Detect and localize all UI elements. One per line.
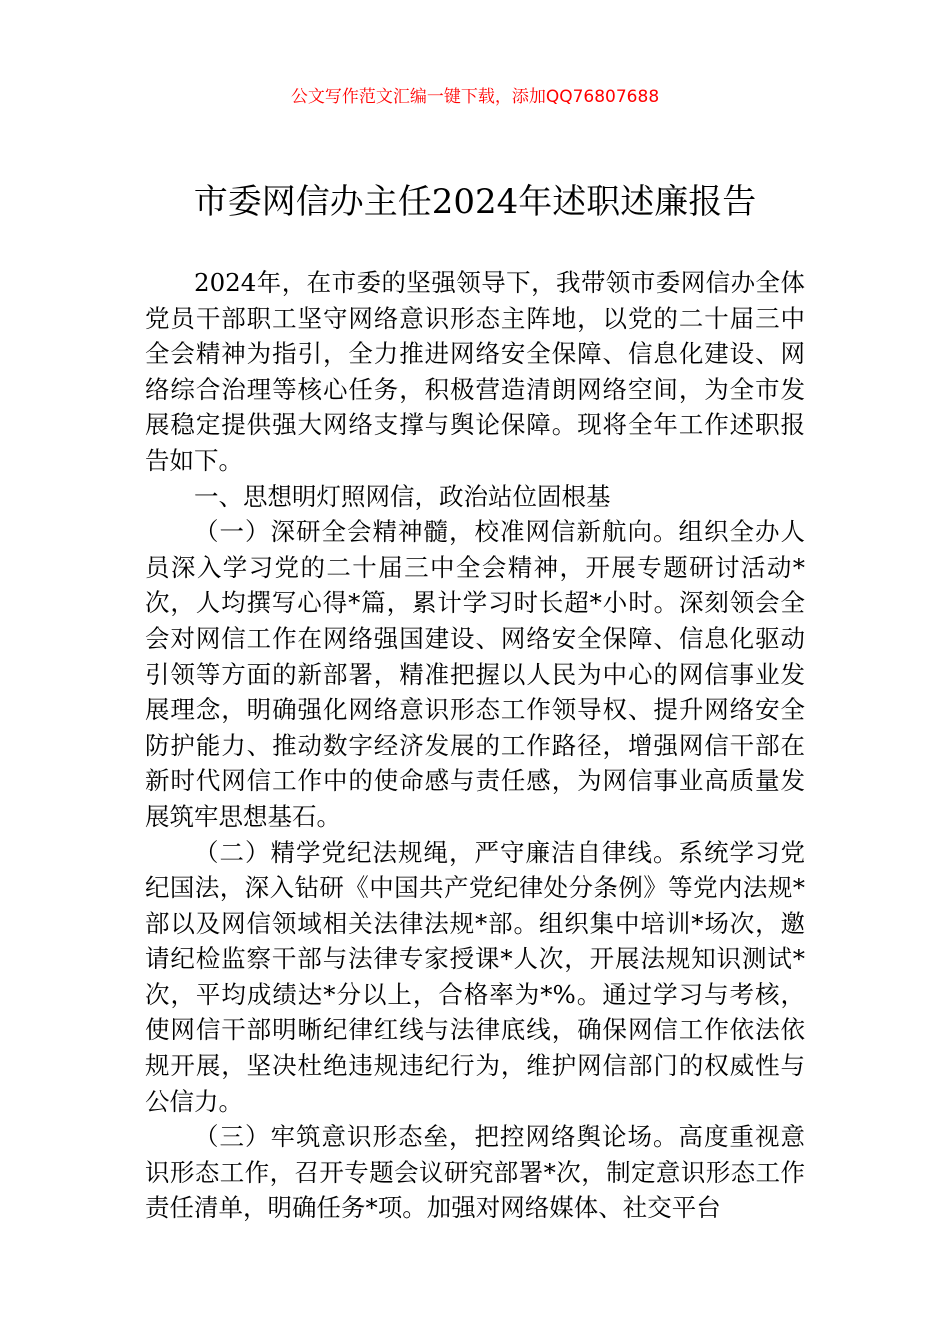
watermark-banner: 公文写作范文汇编一键下载，添加QQ76807688 <box>290 87 660 107</box>
subsection-paragraph-1: （一）深研全会精神髓，校准网信新航向。组织全办人员深入学习党的二十届三中全会精神，开展专题研讨活动*次，人均撰写心得*篇，累计学习时长超*小时。深刻领会全会对网信工作在网络强国建设、网络安全保障、信息化驱动引领等方面的新部署，精准把握以人民为中心的网信事业发展理念，明确强化网络意识形态工作领导权、提升网络安全防护能力、推动数字经济发展的工作路径，增强网信干部在新时代网信工作中的使命感与责任感，为网信事业高质量发展筑牢思想基石。 <box>145 517 805 831</box>
section-heading-1: 一、思想明灯照网信，政治站位固根基 <box>194 481 611 511</box>
document-title: 市委网信办主任2024年述职述廉报告 <box>193 182 757 222</box>
subsection-paragraph-3: （三）牢筑意识形态垒，把控网络舆论场。高度重视意识形态工作，召开专题会议研究部署*次，制定意识形态工作责任清单，明确任务*项。加强对网络媒体、社交平台 <box>145 1122 805 1223</box>
subsection-paragraph-2: （二）精学党纪法规绳，严守廉洁自律线。系统学习党纪国法，深入钻研《中国共产党纪律处分条例》等党内法规*部以及网信领域相关法律法规*部。组织集中培训*场次，邀请纪检监察干部与法律专家授课*人次，开展法规知识测试*次，平均成绩达*分以上，合格率为*%。通过学习与考核，使网信干部明晰纪律红线与法律底线，确保网信工作依法依规开展，坚决杜绝违规违纪行为，维护网信部门的权威性与公信力。 <box>145 837 805 1116</box>
document-body <box>145 265 805 1226</box>
intro-paragraph: 2024年，在市委的坚强领导下，我带领市委网信办全体党员干部职工坚守网络意识形态主阵地，以党的二十届三中全会精神为指引，全力推进网络安全保障、信息化建设、网络综合治理等核心任务，积极营造清朗网络空间，为全市发展稳定提供强大网络支撑与舆论保障。现将全年工作述职报告如下。 <box>145 268 805 475</box>
